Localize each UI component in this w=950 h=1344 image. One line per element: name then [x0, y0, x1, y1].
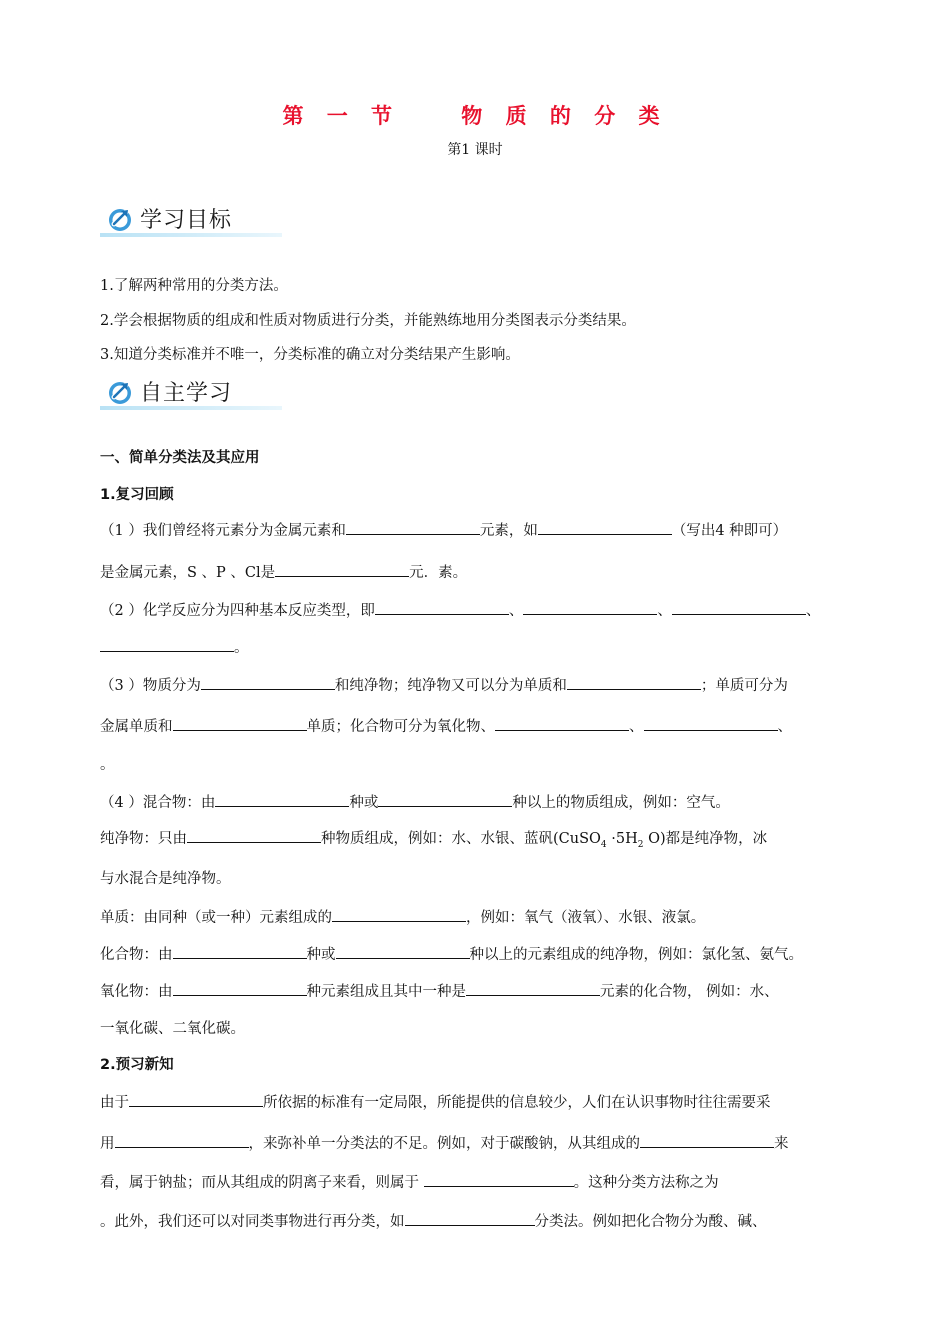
fill-blank[interactable] [173, 981, 307, 996]
text: 、 [629, 719, 644, 735]
text: 、 [508, 603, 524, 619]
text: 由于 [100, 1095, 129, 1111]
text-line: 与水混合是纯净物。 [100, 871, 231, 887]
text: 氧化物：由 [100, 984, 173, 1000]
text: 是金属元素，S 、P 、Cl是 [100, 565, 276, 581]
arrow-badge-icon [106, 377, 136, 407]
text: 分类法。例如把化合物分为酸、碱、 [534, 1214, 767, 1230]
fill-blank[interactable] [336, 944, 470, 959]
fill-blank[interactable] [332, 907, 466, 922]
text: 看，属于钠盐；而从其组成的阴离子来看，则属于 [100, 1175, 424, 1191]
fill-blank[interactable] [466, 981, 600, 996]
text-line [100, 1211, 767, 1232]
text-line [100, 792, 730, 813]
text: ；单质可分为 [700, 678, 788, 694]
fill-blank[interactable] [346, 520, 480, 535]
fill-blank[interactable] [275, 562, 409, 577]
fill-blank[interactable] [538, 520, 672, 535]
banner-underline [100, 406, 282, 410]
text-line [100, 600, 820, 621]
fill-blank[interactable] [495, 716, 629, 731]
banner-underline [100, 233, 282, 237]
text: （4 ）混合物：由 [100, 795, 216, 811]
self-study-banner [100, 376, 282, 410]
banner-label: 学习目标 [140, 208, 233, 233]
text: 种或 [349, 795, 379, 811]
text: ，例如：氧气（液氧）、水银、液氯。 [466, 910, 706, 926]
text: 单质；化合物可分为氧化物、 [306, 719, 495, 735]
page-title: 第 一 节 物 质 的 分 类 [282, 104, 668, 128]
fill-blank[interactable] [424, 1172, 574, 1187]
fill-blank[interactable] [378, 792, 512, 807]
text: 元．素。 [409, 565, 468, 581]
objective-item: 2.学会根据物质的组成和性质对物质进行分类，并能熟练地用分类图表示分类结果。 [100, 313, 636, 329]
text-line [100, 944, 803, 965]
fill-blank[interactable] [567, 675, 701, 690]
objectives-banner [100, 203, 282, 237]
text: ·5H [606, 831, 638, 847]
fill-blank[interactable] [100, 637, 234, 652]
page-subtitle: 第1 课时 [447, 142, 503, 158]
text-line [100, 562, 467, 583]
text-line [100, 907, 705, 928]
objective-item: 3.知道分类标准并不唯一，分类标准的确立对分类结果产生影响。 [100, 347, 520, 363]
text: O)都是纯净物，冰 [643, 831, 768, 847]
text-line [100, 716, 792, 737]
subsection-heading: 2.预习新知 [100, 1057, 174, 1073]
text-line [100, 1172, 719, 1193]
text: （2 ）化学反应分为四种基本反应类型，即 [100, 603, 375, 619]
text: 化合物：由 [100, 947, 173, 963]
text-line [100, 1133, 789, 1154]
fill-blank[interactable] [201, 675, 335, 690]
banner-label: 自主学习 [140, 381, 233, 406]
fill-blank[interactable] [672, 600, 806, 615]
fill-blank[interactable] [375, 600, 509, 615]
text: 元素的化合物， 例如：水、 [600, 984, 779, 1000]
text-line: 。 [100, 757, 115, 773]
text: 种元素组成且其中一种是 [306, 984, 466, 1000]
fill-blank[interactable] [405, 1211, 535, 1226]
text: 种以上的物质组成，例如：空气。 [512, 795, 730, 811]
fill-blank[interactable] [129, 1092, 263, 1107]
text-line: 一氧化碳、二氧化碳。 [100, 1021, 245, 1037]
text: 单质：由同种（或一种）元素组成的 [100, 910, 332, 926]
text-line [100, 520, 787, 541]
text-line [100, 981, 779, 1002]
section-heading: 一、简单分类法及其应用 [100, 450, 260, 466]
text: 所依据的标准有一定局限，所能提供的信息较少，人们在认识事物时往往需要采 [263, 1095, 771, 1111]
text: 。这种分类方法称之为 [573, 1175, 719, 1191]
arrow-badge-icon [106, 204, 136, 234]
text: （3 ）物质分为 [100, 678, 201, 694]
text: 种以上的元素组成的纯净物，例如：氯化氢、氨气。 [469, 947, 803, 963]
text: 、 [657, 603, 672, 619]
text: 。此外，我们还可以对同类事物进行再分类，如 [100, 1214, 405, 1230]
text-line [100, 637, 249, 658]
text: 种或 [306, 947, 336, 963]
fill-blank[interactable] [644, 716, 778, 731]
text-line [100, 1092, 771, 1113]
text: 种物质组成，例如：水、水银、蓝矾(CuSO [321, 831, 601, 847]
text-line [100, 828, 767, 855]
fill-blank[interactable] [187, 828, 321, 843]
text: 金属单质和 [100, 719, 173, 735]
fill-blank[interactable] [173, 944, 307, 959]
text: 、 [777, 719, 792, 735]
fill-blank[interactable] [115, 1133, 249, 1148]
text: 来 [774, 1136, 789, 1152]
text: 用 [100, 1136, 115, 1152]
fill-blank[interactable] [640, 1133, 774, 1148]
text: ，来弥补单一分类法的不足。例如，对于碳酸钠，从其组成的 [248, 1136, 640, 1152]
text: 、 [805, 603, 821, 619]
text-line [100, 675, 788, 696]
text: 纯净物：只由 [100, 831, 187, 847]
subsection-heading: 1.复习回顾 [100, 487, 174, 503]
fill-blank[interactable] [173, 716, 307, 731]
fill-blank[interactable] [523, 600, 657, 615]
text: 和纯净物；纯净物又可以分为单质和 [334, 678, 567, 694]
text: （1 ）我们曾经将元素分为金属元素和 [100, 523, 346, 539]
fill-blank[interactable] [215, 792, 349, 807]
text: （写出4 种即可） [671, 523, 788, 539]
text: 元素，如 [479, 523, 538, 539]
text: 。 [234, 640, 249, 656]
objective-item: 1.了解两种常用的分类方法。 [100, 278, 288, 294]
subscript: 2 [637, 839, 644, 850]
subscript: 4 [600, 839, 607, 850]
